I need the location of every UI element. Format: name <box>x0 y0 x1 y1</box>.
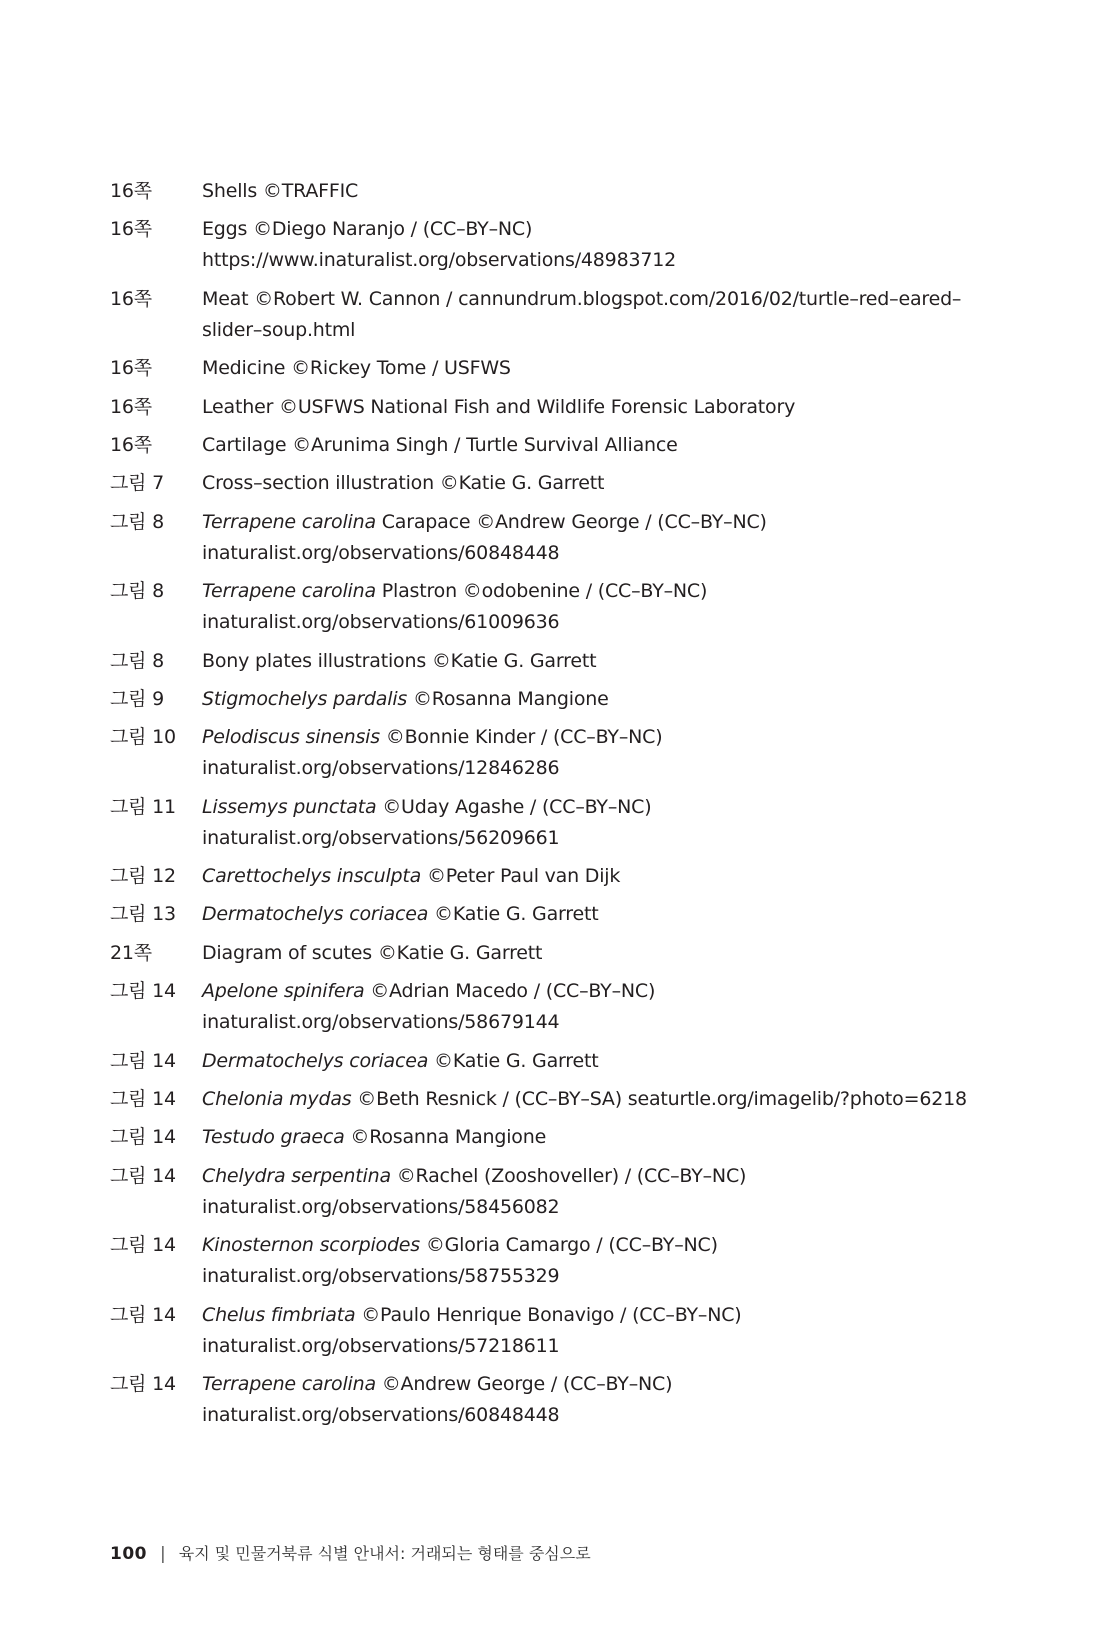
species-name: Pelodiscus sinensis <box>202 726 380 749</box>
credit-description: ©Paulo Henrique Bonavigo / (CC–BY–NC) inaturalist.org/observations/57218611 <box>202 1303 742 1357</box>
species-name: Carettochelys insculpta <box>202 865 422 888</box>
credit-entry <box>110 392 990 423</box>
species-name: Testudo graeca <box>202 1126 345 1149</box>
page-number: 100 <box>110 1544 147 1564</box>
species-name: Terrapene carolina <box>202 510 376 533</box>
credit-text <box>202 507 990 569</box>
credit-entry <box>110 861 990 892</box>
credit-text <box>202 284 990 346</box>
credit-entry <box>110 1161 990 1223</box>
credit-text <box>202 1161 990 1223</box>
credit-entry <box>110 430 990 461</box>
credit-text <box>202 722 990 784</box>
species-name: Kinosternon scorpiodes <box>202 1234 420 1257</box>
credit-description: ©Katie G. Garrett <box>428 1049 599 1072</box>
figure-reference: 그림 7 <box>110 472 165 495</box>
credit-text <box>202 792 990 854</box>
figure-reference: 16쪽 <box>110 180 152 202</box>
credit-entry <box>110 214 990 276</box>
credit-text <box>202 976 990 1038</box>
credit-text <box>202 1230 990 1292</box>
credit-entry <box>110 976 990 1038</box>
credit-description: ©Katie G. Garrett <box>428 903 599 926</box>
figure-reference: 그림 10 <box>110 726 176 749</box>
species-name: Dermatochelys coriacea <box>202 903 429 926</box>
credit-description: Eggs ©Diego Naranjo / (CC–BY–NC) https://www.inaturalist.org/observations/48983712 <box>202 218 677 272</box>
credit-description: Meat ©Robert W. Cannon / cannundrum.blogspot.com/2016/02/turtle–red–eared–slider–soup.html <box>202 287 962 341</box>
species-name: Apelone spinifera <box>202 980 365 1003</box>
credit-entry <box>110 284 990 346</box>
figure-reference: 그림 8 <box>110 649 165 672</box>
credit-entry <box>110 1046 990 1077</box>
credit-description: ©Rosanna Mangione <box>344 1126 547 1149</box>
species-name: Terrapene carolina <box>202 1372 376 1395</box>
credit-description: ©Peter Paul van Dijk <box>421 865 621 888</box>
species-name: Terrapene carolina <box>202 580 376 603</box>
figure-reference: 그림 14 <box>110 1234 176 1257</box>
credit-entry <box>110 353 990 384</box>
credit-text <box>202 176 990 207</box>
credit-entry <box>110 1084 990 1115</box>
figure-reference: 그림 13 <box>110 903 176 926</box>
credit-text <box>202 468 990 499</box>
credit-entry <box>110 468 990 499</box>
species-name: Dermatochelys coriacea <box>202 1049 429 1072</box>
credit-entry <box>110 899 990 930</box>
credit-entry <box>110 646 990 677</box>
credit-entry <box>110 507 990 569</box>
figure-reference: 16쪽 <box>110 287 152 310</box>
credit-description: Plastron ©odobenine / (CC–BY–NC) inaturalist.org/observations/61009636 <box>202 580 708 634</box>
figure-reference: 16쪽 <box>110 395 152 418</box>
credit-description: Carapace ©Andrew George / (CC–BY–NC) inaturalist.org/observations/60848448 <box>202 510 767 564</box>
credit-entry <box>110 792 990 854</box>
credit-description: ©Gloria Camargo / (CC–BY–NC) inaturalist.org/observations/58755329 <box>202 1234 718 1288</box>
credit-description: ©Uday Agashe / (CC–BY–NC) inaturalist.org/observations/56209661 <box>202 795 652 849</box>
credit-entry <box>110 722 990 784</box>
figure-reference: 그림 14 <box>110 1164 176 1187</box>
credit-text <box>202 214 990 276</box>
credit-entry <box>110 684 990 715</box>
figure-reference: 그림 9 <box>110 687 165 710</box>
figure-reference: 그림 12 <box>110 865 176 888</box>
footer-separator: | <box>160 1544 166 1564</box>
credit-text <box>202 646 990 677</box>
figure-reference: 그림 14 <box>110 1303 176 1326</box>
species-name: Chelus fimbriata <box>202 1303 356 1326</box>
figure-reference: 16쪽 <box>110 218 152 241</box>
credit-entry <box>110 1122 990 1153</box>
credit-text <box>202 1300 990 1362</box>
credit-text <box>202 899 990 930</box>
credit-entry <box>110 938 990 969</box>
credit-description: Leather ©USFWS National Fish and Wildlife Forensic Laboratory <box>202 395 796 418</box>
credit-text <box>202 1046 990 1077</box>
figure-reference: 그림 14 <box>110 1372 176 1395</box>
figure-reference: 그림 8 <box>110 510 165 533</box>
credit-description: Medicine ©Rickey Tome / USFWS <box>202 357 511 380</box>
figure-reference: 그림 14 <box>110 1088 176 1111</box>
credit-text <box>202 392 990 423</box>
species-name: Lissemys punctata <box>202 795 377 818</box>
running-title: 육지 및 민물거북류 식별 안내서: 거래되는 형태를 중심으로 <box>178 1544 591 1563</box>
figure-reference: 그림 11 <box>110 795 176 818</box>
credit-entry <box>110 1230 990 1292</box>
credit-description: ©Rosanna Mangione <box>407 687 609 710</box>
credit-description: ©Beth Resnick / (CC–BY–SA) seaturtle.org/imagelib/?photo=6218 <box>351 1088 967 1111</box>
figure-reference: 그림 8 <box>110 580 165 603</box>
credit-text <box>202 430 990 461</box>
credit-text <box>202 1369 990 1431</box>
credit-description: Cross–section illustration ©Katie G. Garrett <box>202 472 605 495</box>
species-name: Chelonia mydas <box>202 1088 352 1111</box>
credit-entry <box>110 176 990 207</box>
figure-reference: 16쪽 <box>110 433 152 456</box>
credit-description: Bony plates illustrations ©Katie G. Garrett <box>202 649 597 672</box>
credit-entry <box>110 576 990 638</box>
credit-description: ©Bonnie Kinder / (CC–BY–NC) inaturalist.org/observations/12846286 <box>202 726 663 780</box>
page-footer <box>110 1543 591 1565</box>
credit-description: Shells ©TRAFFIC <box>202 180 359 202</box>
credit-entry <box>110 1300 990 1362</box>
photo-credits-list <box>110 176 990 1438</box>
credit-text <box>202 938 990 969</box>
credit-text <box>202 576 990 638</box>
species-name: Stigmochelys pardalis <box>202 687 408 710</box>
figure-reference: 그림 14 <box>110 1126 176 1149</box>
credit-description: Diagram of scutes ©Katie G. Garrett <box>202 941 543 964</box>
credit-text <box>202 353 990 384</box>
figure-reference: 그림 14 <box>110 980 176 1003</box>
credit-text <box>202 1122 990 1153</box>
species-name: Chelydra serpentina <box>202 1164 391 1187</box>
credit-entry <box>110 1369 990 1431</box>
figure-reference: 그림 14 <box>110 1049 176 1072</box>
credit-description: ©Rachel (Zooshoveller) / (CC–BY–NC) inaturalist.org/observations/58456082 <box>202 1164 747 1218</box>
credit-description: ©Adrian Macedo / (CC–BY–NC) inaturalist.org/observations/58679144 <box>202 980 656 1034</box>
credit-text <box>202 861 990 892</box>
credit-description: Cartilage ©Arunima Singh / Turtle Survival Alliance <box>202 433 678 456</box>
figure-reference: 16쪽 <box>110 357 152 380</box>
credit-text <box>202 1084 990 1115</box>
credit-text <box>202 684 990 715</box>
figure-reference: 21쪽 <box>110 941 152 964</box>
credit-description: ©Andrew George / (CC–BY–NC) inaturalist.org/observations/60848448 <box>202 1372 673 1426</box>
